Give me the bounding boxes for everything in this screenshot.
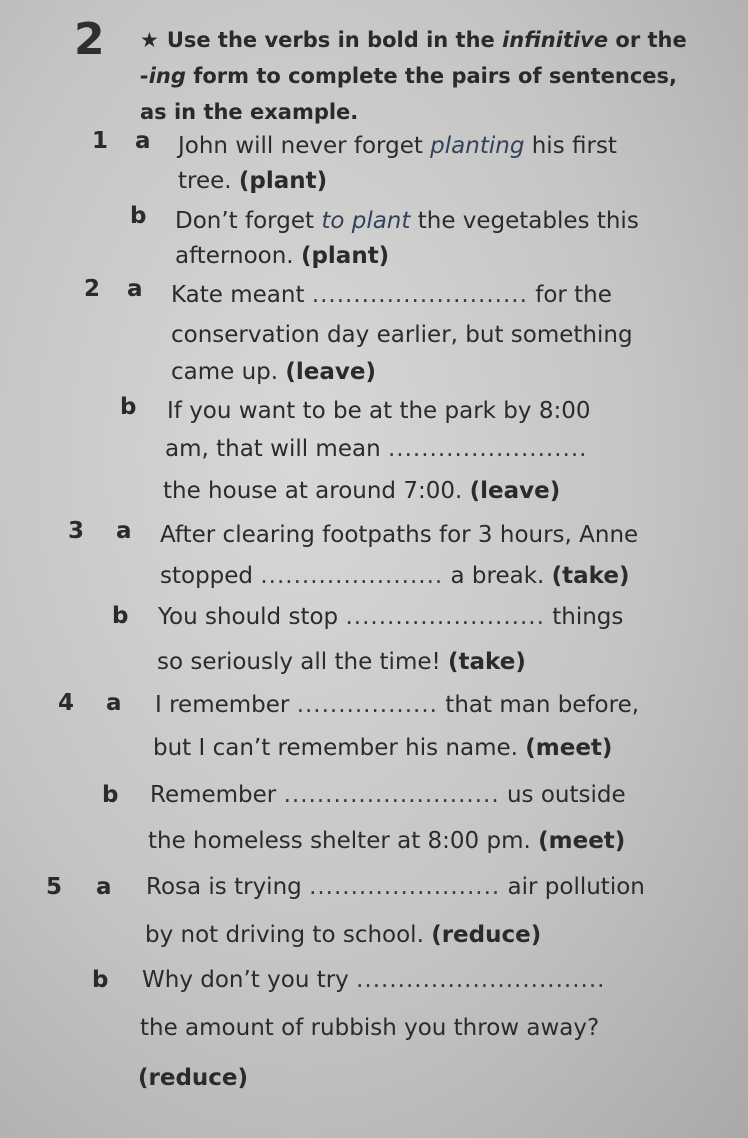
answer-blank: ........................ xyxy=(387,436,588,462)
verb-hint: (take) xyxy=(448,649,526,675)
sentence-line xyxy=(138,1065,248,1091)
sentence-line: afternoon. (plant) xyxy=(175,243,390,269)
sub-label: a xyxy=(96,874,112,900)
answer-blank: .......................... xyxy=(283,782,500,808)
verb-hint: (plant) xyxy=(238,168,328,194)
sentence-line: tree. (plant) xyxy=(178,168,328,194)
sentence-line: am, that will mean ........................ xyxy=(165,436,588,462)
verb-hint: (meet) xyxy=(538,828,626,854)
verb-hint: (meet) xyxy=(525,735,613,761)
sub-label: a xyxy=(135,128,151,154)
sentence-line: stopped ...................... a break. (take) xyxy=(160,563,630,589)
sentence-line: by not driving to school. (reduce) xyxy=(145,922,542,948)
item-number: 1 xyxy=(92,128,109,154)
example-answer: to plant xyxy=(321,208,411,234)
sentence-line: but I can’t remember his name. (meet) xyxy=(153,735,613,761)
sentence-line: John will never forget planting his first xyxy=(178,133,617,159)
answer-blank: ........................ xyxy=(345,604,545,630)
verb-hint: (take) xyxy=(551,563,630,589)
sentence-line: the homeless shelter at 8:00 pm. (meet) xyxy=(148,828,626,854)
sentence-line: the house at around 7:00. (leave) xyxy=(163,478,561,504)
sub-label: b xyxy=(112,603,129,629)
item-number: 3 xyxy=(68,518,85,544)
sentence-line: conservation day earlier, but something xyxy=(171,322,633,348)
verb-hint: (reduce) xyxy=(138,1065,249,1091)
sentence-line: Kate meant .......................... for the xyxy=(171,282,612,308)
star-icon: ★ xyxy=(140,28,159,52)
answer-blank: ...................... xyxy=(260,563,444,589)
sentence-line: After clearing footpaths for 3 hours, Anne xyxy=(160,522,639,548)
sub-label: a xyxy=(127,276,143,302)
exercise-number: 2 xyxy=(74,14,105,65)
sentence-line: You should stop ........................ things xyxy=(158,604,624,630)
verb-hint: (plant) xyxy=(300,243,390,269)
sentence-line: the amount of rubbish you throw away? xyxy=(140,1015,600,1041)
sentence-line: If you want to be at the park by 8:00 xyxy=(167,398,591,424)
sentence-line: Rosa is trying ....................... air pollution xyxy=(146,874,645,900)
sentence-line: came up. (leave) xyxy=(171,359,377,385)
sentence-line: so seriously all the time! (take) xyxy=(157,649,526,675)
verb-hint: (reduce) xyxy=(431,922,542,948)
sub-label: a xyxy=(106,690,122,716)
sub-label: b xyxy=(130,203,147,229)
exercise-instruction: ★ Use the verbs in bold in the infinitive or the -ing form to complete the pairs of sentences, as in the example. xyxy=(140,28,687,124)
sub-label: b xyxy=(102,782,119,808)
sub-label: a xyxy=(116,518,132,544)
verb-hint: (leave) xyxy=(285,359,377,385)
sentence-line: Remember .......................... us outside xyxy=(150,782,626,808)
answer-blank: .............................. xyxy=(356,967,606,993)
answer-blank: ....................... xyxy=(309,874,501,900)
example-answer: planting xyxy=(430,133,525,159)
sub-label: b xyxy=(120,394,137,420)
item-number: 5 xyxy=(46,874,63,900)
item-number: 4 xyxy=(58,690,75,716)
item-number: 2 xyxy=(84,276,101,302)
sentence-line: Don’t forget to plant the vegetables this xyxy=(175,208,639,234)
sentence-line: I remember ................. that man before, xyxy=(155,692,640,718)
sub-label: b xyxy=(92,967,109,993)
sentence-line: Why don’t you try .............................. xyxy=(142,967,606,993)
answer-blank: .......................... xyxy=(311,282,528,308)
answer-blank: ................. xyxy=(296,692,438,718)
verb-hint: (leave) xyxy=(469,478,561,504)
